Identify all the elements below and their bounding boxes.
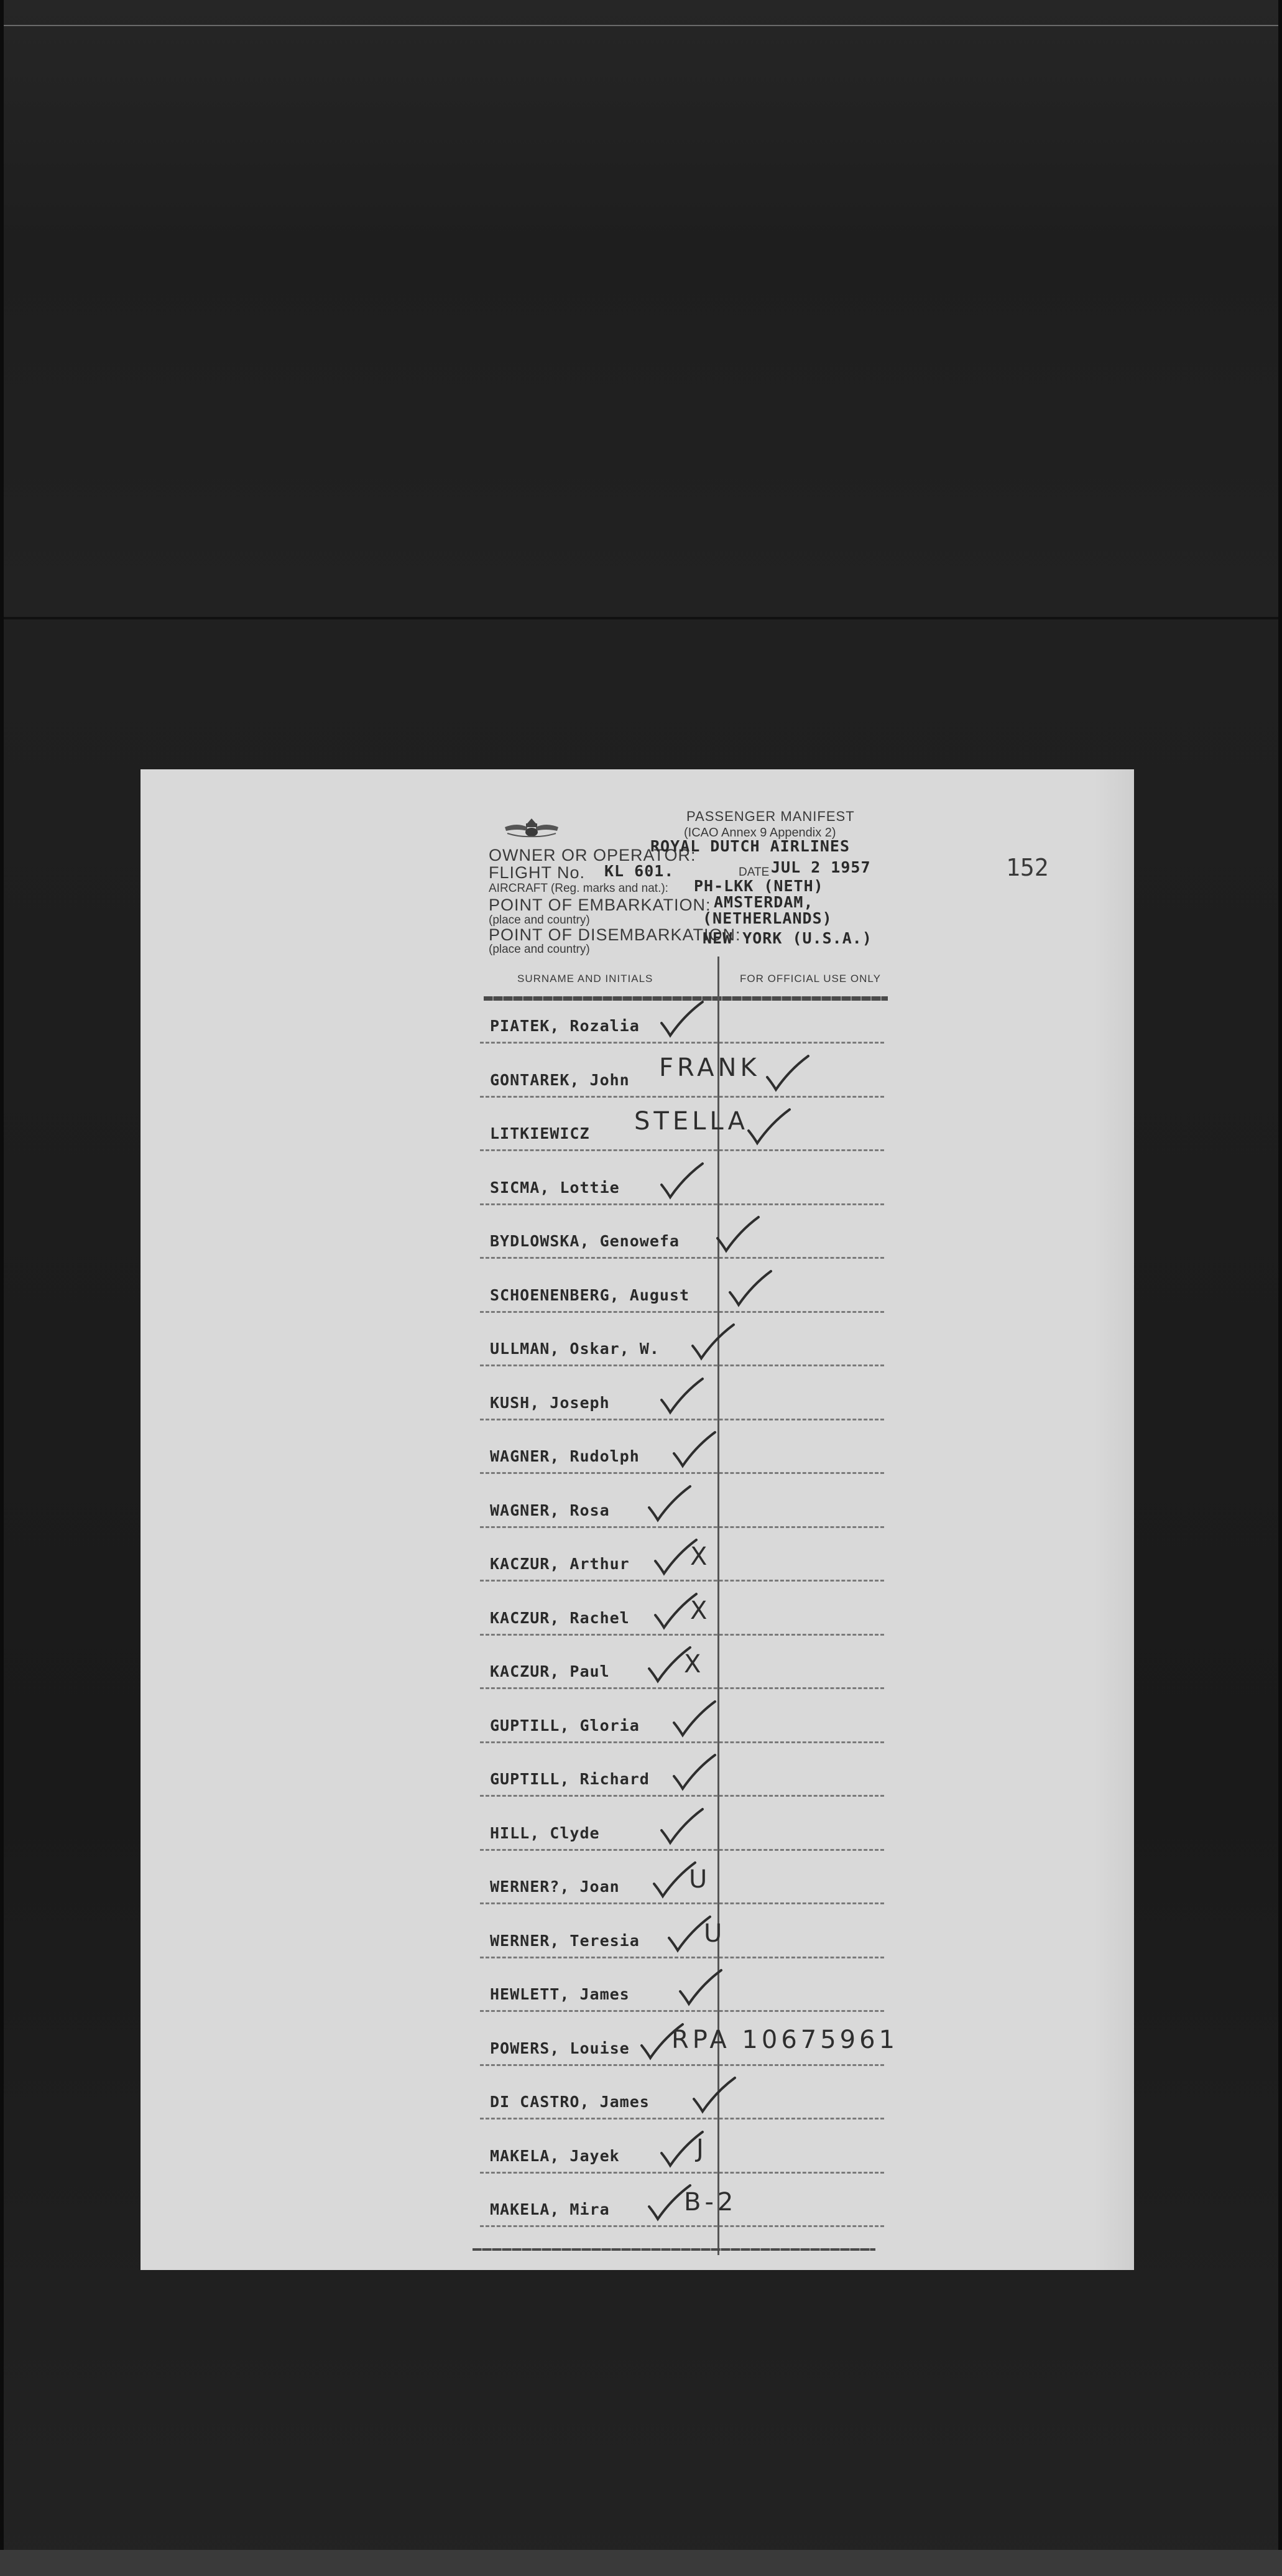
checkmark-icon	[653, 1589, 721, 1633]
scan-edge-left	[0, 0, 4, 2576]
row-rule	[480, 1472, 884, 1474]
row-rule	[480, 1526, 884, 1528]
passenger-name: GUPTILL, Gloria	[490, 1716, 640, 1735]
passenger-name: WERNER, Teresia	[490, 1931, 640, 1950]
row-rule	[480, 2010, 884, 2012]
handwritten-annotation: STELLA	[634, 1107, 749, 1136]
checkmark-icon	[659, 1159, 727, 1202]
passenger-name: WERNER?, Joan	[490, 1878, 620, 1896]
row-rule	[480, 1364, 884, 1366]
manifest-title: PASSENGER MANIFEST	[686, 808, 855, 824]
manifest-subtitle: (ICAO Annex 9 Appendix 2)	[684, 826, 836, 840]
checkmark-icon	[765, 1051, 833, 1095]
date-label: DATE	[739, 866, 770, 879]
passenger-name: WAGNER, Rudolph	[490, 1447, 640, 1465]
row-rule	[480, 1902, 884, 1904]
handwritten-annotation: X	[684, 1650, 705, 1679]
flight-value: KL 601.	[604, 862, 675, 880]
disembarkation-value: NEW YORK (U.S.A.)	[703, 929, 872, 947]
checkmark-icon	[671, 1750, 740, 1794]
row-rule	[480, 1741, 884, 1743]
scan-footer-bar	[0, 2550, 1282, 2576]
embarkation-label: POINT OF EMBARKATION:	[489, 896, 711, 914]
handwritten-annotation: B-2	[684, 2188, 737, 2217]
row-rule	[480, 1849, 884, 1851]
checkmark-icon	[727, 1266, 796, 1310]
passenger-name: DI CASTRO, James	[490, 2093, 650, 2111]
passenger-name: POWERS, Louise	[490, 2039, 630, 2057]
disembarkation-label: POINT OF DISEMBARKATION:	[489, 925, 741, 944]
passenger-name: HILL, Clyde	[490, 1823, 600, 1842]
scan-top-line	[0, 25, 1282, 26]
checkmark-icon	[647, 1642, 715, 1686]
passenger-name: PIATEK, Rozalia	[490, 1017, 640, 1035]
row-rule	[480, 2118, 884, 2120]
passenger-name: HEWLETT, James	[490, 1985, 630, 2003]
row-rule	[480, 1580, 884, 1582]
page-number: 152	[1006, 854, 1049, 881]
row-rule	[480, 1096, 884, 1098]
row-rule	[480, 1687, 884, 1689]
passenger-name: SCHOENENBERG, August	[490, 1286, 690, 1304]
checkmark-icon	[659, 1804, 727, 1848]
embarkation-country: (NETHERLANDS)	[703, 909, 832, 927]
row-rule	[480, 1257, 884, 1259]
klm-winged-crown-icon	[504, 813, 560, 841]
checkmark-icon	[678, 1965, 746, 2009]
owner-label: OWNER OR OPERATOR:	[489, 846, 696, 864]
checkmark-icon	[653, 1535, 721, 1578]
scan-background-top	[0, 0, 1282, 617]
passenger-name: KUSH, Joseph	[490, 1393, 610, 1412]
row-rule	[480, 1634, 884, 1636]
handwritten-annotation: X	[690, 1596, 711, 1625]
passenger-name: WAGNER, Rosa	[490, 1501, 610, 1519]
row-rule	[480, 1311, 884, 1313]
checkmark-icon	[715, 1212, 783, 1256]
passenger-name: KACZUR, Arthur	[490, 1555, 630, 1573]
passenger-name: LITKIEWICZ	[490, 1124, 590, 1142]
passenger-name: BYDLOWSKA, Genowefa	[490, 1232, 680, 1250]
disembarkation-sublabel: (place and country)	[489, 943, 590, 956]
checkmark-icon	[691, 2073, 760, 2116]
checkmark-icon	[690, 1320, 759, 1363]
handwritten-annotation: U	[704, 1919, 726, 1948]
passenger-name: GONTAREK, John	[490, 1070, 630, 1089]
scan-edge-right	[1278, 0, 1282, 2576]
handwritten-annotation: FRANK	[659, 1053, 760, 1082]
passenger-name: ULLMAN, Oskar, W.	[490, 1340, 660, 1358]
handwritten-annotation: RPA 10675961	[671, 2025, 899, 2054]
handwritten-annotation: J	[696, 2134, 708, 2163]
checkmark-icon	[746, 1105, 814, 1148]
row-rule	[480, 1419, 884, 1420]
checkmark-icon	[671, 1697, 740, 1740]
row-rule	[480, 1795, 884, 1797]
row-rule	[480, 1203, 884, 1205]
row-rule	[480, 2064, 884, 2066]
manifest-sheet	[141, 769, 1134, 2270]
date-value: JUL 2 1957	[771, 858, 871, 876]
passenger-name: KACZUR, Rachel	[490, 1608, 630, 1627]
checkmark-icon	[647, 1481, 715, 1525]
owner-value: ROYAL DUTCH AIRLINES	[650, 837, 851, 855]
passenger-name: MAKELA, Mira	[490, 2200, 610, 2218]
column-header-surname: SURNAME AND INITIALS	[517, 973, 653, 985]
sheet-shadow	[1094, 769, 1134, 2270]
embarkation-value: AMSTERDAM,	[714, 893, 814, 911]
checkmark-icon	[671, 1427, 740, 1471]
checkmark-icon	[659, 2127, 727, 2171]
row-rule	[480, 2172, 884, 2174]
row-rule	[480, 1149, 884, 1151]
handwritten-annotation: U	[689, 1865, 711, 1894]
flight-label: FLIGHT No.	[489, 863, 586, 882]
handwritten-annotation: X	[690, 1542, 711, 1571]
row-rule	[480, 2225, 884, 2227]
row-rule	[480, 1957, 884, 1958]
aircraft-value: PH-LKK (NETH)	[694, 877, 824, 895]
passenger-name: KACZUR, Paul	[490, 1662, 610, 1680]
embarkation-sublabel: (place and country)	[489, 914, 590, 927]
checkmark-icon	[659, 997, 727, 1040]
column-header-official: FOR OFFICIAL USE ONLY	[740, 973, 881, 985]
aircraft-label: AIRCRAFT (Reg. marks and nat.):	[489, 882, 668, 895]
row-rule	[480, 1042, 884, 1044]
list-end-rule	[473, 2248, 875, 2251]
passenger-name: GUPTILL, Richard	[490, 1770, 650, 1788]
checkmark-icon	[659, 1374, 727, 1417]
passenger-name: MAKELA, Jayek	[490, 2146, 620, 2165]
passenger-name: SICMA, Lottie	[490, 1178, 620, 1197]
